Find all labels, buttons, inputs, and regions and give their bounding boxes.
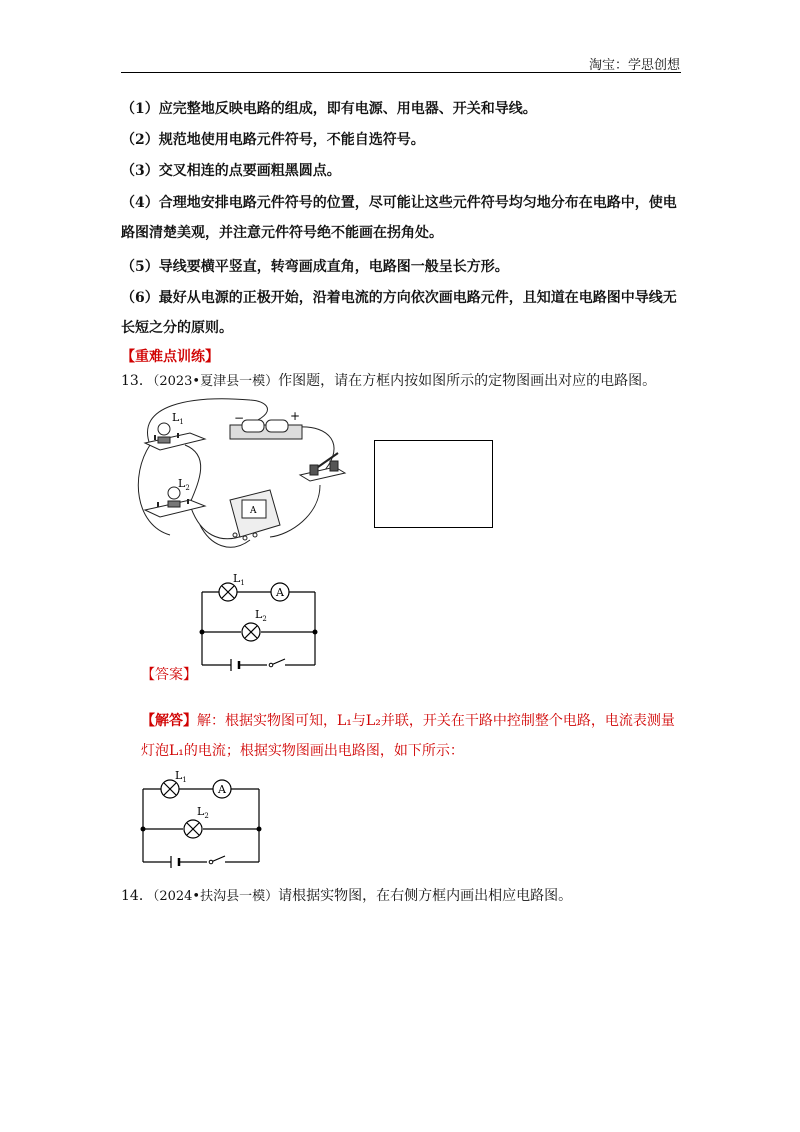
lamp-l1-board <box>145 423 205 450</box>
battery-minus: − <box>234 411 245 425</box>
header-divider <box>121 72 681 73</box>
label-l1: $L_1$ <box>233 572 245 587</box>
label-l2: $L_2$ <box>255 608 267 623</box>
label-l1: $L_1$ <box>172 411 184 426</box>
question-13 <box>121 370 656 390</box>
ammeter-symbol-label: A <box>218 783 226 796</box>
answer-label: 【答案】 <box>141 667 197 683</box>
ammeter-symbol-label: A <box>276 586 284 599</box>
rule-1: （1）应完整地反映电路的组成，即有电源、用电器、开关和导线。 <box>121 101 537 117</box>
explanation-text: 解：根据实物图可知，L₁与L₂并联，开关在干路中控制整个电路，电流表测量灯泡L₁的电流；根据实物图画出电路图，如下所示： <box>141 713 675 759</box>
rule-2: （2）规范地使用电路元件符号，不能自选符号。 <box>121 132 425 148</box>
question-source: （2023•夏津县一模） <box>152 374 279 389</box>
explanation <box>141 706 686 766</box>
battery-plus: + <box>290 409 301 423</box>
question-text: 请根据实物图，在右侧方框内画出相应电路图。 <box>278 888 573 904</box>
ammeter-label: A <box>250 506 257 516</box>
label-l1: $L_1$ <box>175 769 187 784</box>
answer-box <box>374 440 493 528</box>
section-title: 【重难点训练】 <box>121 349 219 365</box>
junction-dot <box>313 630 318 635</box>
question-text: 作图题，请在方框内按如图所示的定物图画出对应的电路图。 <box>278 373 657 389</box>
explanation-circuit-diagram <box>135 767 267 872</box>
question-14 <box>121 885 572 905</box>
explanation-prefix: 【解答】 <box>141 713 197 729</box>
rule-3: （3）交叉相连的点要画粗黑圆点。 <box>121 163 341 179</box>
junction-dot <box>257 827 262 832</box>
question-number: 14． <box>121 888 153 904</box>
question-source: （2024•扶沟县一模） <box>152 889 279 904</box>
switch-board <box>300 453 345 481</box>
header-text: 淘宝：学思创想 <box>588 58 680 73</box>
physical-circuit-figure <box>130 395 360 555</box>
label-l2: $L_2$ <box>178 477 190 492</box>
label-l2: $L_2$ <box>197 805 209 820</box>
rule-6: （6）最好从电源的正极开始，沿着电流的方向依次画电路元件，且知道在电路图中导线无长短之分的原则。 <box>121 290 677 336</box>
junction-dot <box>200 630 205 635</box>
junction-dot <box>141 827 146 832</box>
lamp-l2-symbol <box>184 820 202 838</box>
lamp-l2-symbol <box>242 623 260 641</box>
answer-circuit-diagram <box>195 570 325 675</box>
lamp-l2-board <box>145 487 205 517</box>
lamp-l1-symbol <box>161 780 179 798</box>
rule-4: （4）合理地安排电路元件符号的位置，尽可能让这些元件符号均匀地分布在电路中，使电路图清楚美观，并注意元件符号绝不能画在拐角处。 <box>121 195 677 241</box>
rule-5: （5）导线要横平竖直，转弯画成直角，电路图一般呈长方形。 <box>121 259 509 275</box>
lamp-l1-symbol <box>219 583 237 601</box>
question-number: 13． <box>121 373 153 389</box>
